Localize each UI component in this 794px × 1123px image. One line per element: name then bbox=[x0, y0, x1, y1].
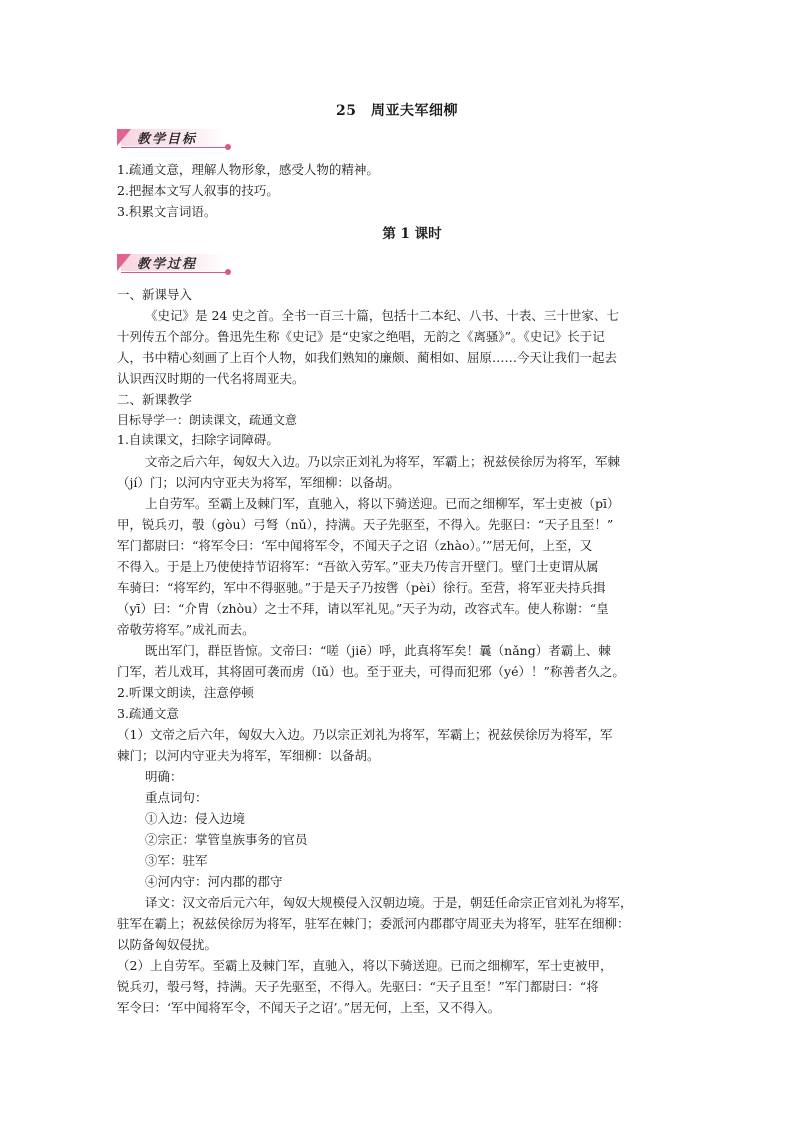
paragraph-line: （jí）门；以河内守亚夫为将军，军细柳：以备胡。 bbox=[117, 475, 400, 490]
paragraph-line: 军令曰：‘军中闻将军令，不闻天子之诏’。”居无何，上至，又不得入。 bbox=[117, 1000, 501, 1015]
list-item: ①入边：侵入边境 bbox=[145, 811, 246, 826]
paragraph-line: 译文：汉文帝后元六年，匈奴大规模侵入汉朝边境。于是，朝廷任命宗正官刘礼为将军， bbox=[145, 895, 633, 910]
paragraph-line: 帝敬劳将军。”成礼而去。 bbox=[117, 622, 255, 637]
lesson-title: 第 1 课时 bbox=[382, 226, 442, 242]
paragraph-line: 十列传五个部分。鲁迅先生称《史记》是“史家之绝唱，无韵之《离骚》”。《史记》长于记 bbox=[117, 329, 605, 344]
list-item: ④河内守：河内郡的郡守 bbox=[145, 874, 283, 889]
paragraph-line: 驻军在霸上；祝兹侯徐厉为将军，驻军在棘门；委派河内郡郡守周亚夫为将军，驻军在细柳： bbox=[117, 916, 630, 931]
section-heading: 一、新课导入 bbox=[117, 287, 193, 302]
list-item: ③军：驻军 bbox=[145, 853, 208, 868]
paragraph-line: 上自劳军。至霸上及棘门军，直驰入，将以下骑送迎。已而之细柳军，军士吏被（pī） bbox=[145, 496, 620, 511]
goal-item: 2.把握本文写人叙事的技巧。 bbox=[117, 183, 279, 198]
banner-dot-icon bbox=[225, 269, 231, 275]
paragraph-line: 明确： bbox=[145, 769, 183, 784]
paragraph-line: 军门都尉曰：“将军令曰：‘军中闻将军令，不闻天子之诏（zhào）。’”居无何，上至，又 bbox=[117, 538, 593, 553]
section-heading: 二、新课教学 bbox=[117, 392, 193, 407]
section-banner-teaching-process bbox=[117, 251, 237, 277]
paragraph-line: （1）文帝之后六年，匈奴大入边。乃以宗正刘礼为将军，军霸上；祝兹侯徐厉为将军，军 bbox=[117, 727, 613, 742]
goal-item: 1.疏通文意，理解人物形象，感受人物的精神。 bbox=[117, 162, 379, 177]
paragraph-line: 棘门；以河内守亚夫为将军，军细柳：以备胡。 bbox=[117, 748, 380, 763]
banner-triangle-icon bbox=[117, 254, 131, 271]
paragraph-line: 认识西汉时期的一代名将周亚夫。 bbox=[117, 371, 305, 386]
banner-underline bbox=[121, 147, 227, 148]
list-item: ②宗正：掌管皇族事务的官员 bbox=[145, 832, 308, 847]
paragraph-line: 人，书中精心刻画了上百个人物，如我们熟知的廉颇、蔺相如、屈原……今天让我们一起去 bbox=[117, 350, 618, 365]
step-heading: 3.疏通文意 bbox=[117, 706, 179, 721]
goal-item: 3.积累文言词语。 bbox=[117, 204, 217, 219]
paragraph-line: 文帝之后六年，匈奴大入边。乃以宗正刘礼为将军，军霸上；祝兹侯徐厉为将军，军棘 bbox=[145, 454, 621, 469]
paragraph-line: （yī）曰：“介胄（zhòu）之士不拜，请以军礼见。”天子为动，改容式车。使人称谢：“皇 bbox=[117, 601, 609, 616]
paragraph-line: 门军，若儿戏耳，其将固可袭而虏（lǔ）也。至于亚夫，可得而犯邪（yé）！”称善者久之。 bbox=[117, 664, 625, 679]
paragraph-line: 既出军门，群臣皆惊。文帝曰：“嗟（jiē）呼，此真将军矣！曩（nǎng）者霸上、棘 bbox=[145, 643, 611, 658]
paragraph-line: 《史记》是 24 史之首。全书一百三十篇，包括十二本纪、八书、十表、三十世家、七 bbox=[145, 308, 619, 323]
banner-label: 教学过程 bbox=[137, 257, 198, 272]
step-heading: 2.听课文朗读，注意停顿 bbox=[117, 685, 254, 700]
paragraph-line: （2）上自劳军。至霸上及棘门军，直驰入，将以下骑送迎。已而之细柳军，军士吏被甲， bbox=[117, 958, 613, 973]
paragraph-line: 重点词句： bbox=[145, 790, 208, 805]
document-title: 25 周亚夫军细柳 bbox=[336, 103, 458, 119]
paragraph-line: 以防备匈奴侵扰。 bbox=[117, 937, 218, 952]
paragraph-line: 车骑曰：“将军约，军中不得驱驰。”于是天子乃按辔（pèi）徐行。至营，将军亚夫持兵揖 bbox=[117, 580, 606, 595]
banner-underline bbox=[121, 272, 227, 273]
objective-heading: 目标导学一：朗读课文，疏通文意 bbox=[117, 413, 298, 427]
banner-dot-icon bbox=[225, 144, 231, 150]
paragraph-line: 锐兵刃，彀弓弩，持满。天子先驱至，不得入。先驱曰：“天子且至！”军门都尉曰：“将 bbox=[117, 979, 599, 994]
banner-triangle-icon bbox=[117, 129, 131, 146]
paragraph-line: 甲，锐兵刃，彀（gòu）弓弩（nǔ），持满。天子先驱至，不得入。先驱曰：“天子且至！” bbox=[117, 517, 614, 532]
banner-label: 教学目标 bbox=[137, 132, 198, 147]
paragraph-line: 不得入。于是上乃使使持节诏将军：“吾欲入劳军。”亚夫乃传言开壁门。壁门士吏谓从属 bbox=[117, 559, 599, 574]
step-heading: 1.自读课文，扫除字词障碍。 bbox=[117, 432, 279, 447]
section-banner-teaching-goals bbox=[117, 126, 237, 152]
